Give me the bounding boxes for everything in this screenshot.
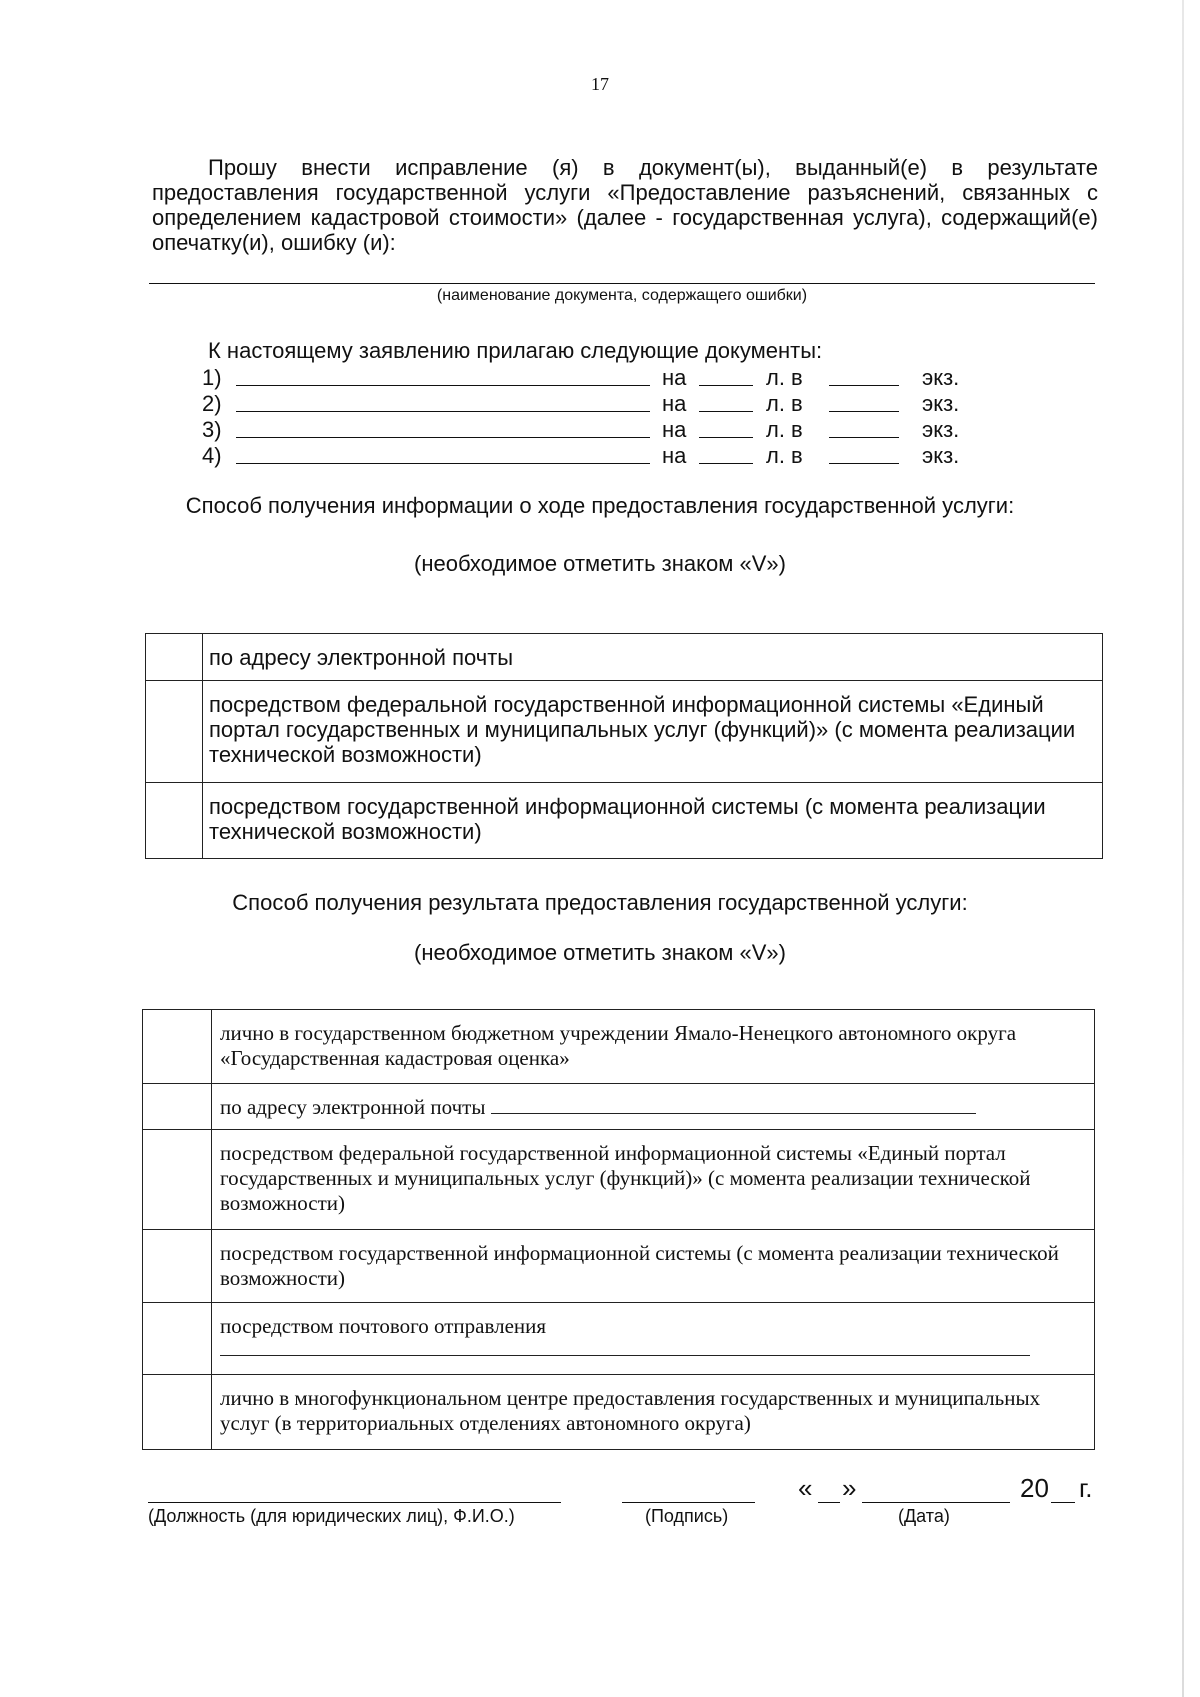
result-option-row bbox=[143, 1010, 1095, 1084]
date-day-blank[interactable] bbox=[818, 1502, 840, 1503]
request-paragraph bbox=[152, 155, 1098, 255]
attachment-ekz-label: экз. bbox=[922, 365, 960, 390]
result-option-checkbox[interactable] bbox=[143, 1375, 212, 1450]
attachment-na-label: на bbox=[662, 443, 687, 468]
date-year-suffix: г. bbox=[1079, 1473, 1093, 1503]
attachment-row bbox=[202, 391, 962, 417]
result-option-label: лично в государственном бюджетном учреждении Ямало-Ненецкого автономного округа «Государственная кадастровая оценка» bbox=[212, 1010, 1095, 1084]
info-method-table bbox=[145, 633, 1103, 859]
result-option-row bbox=[143, 1084, 1095, 1130]
attachment-pages-blank[interactable] bbox=[699, 365, 753, 386]
attachment-copies-blank[interactable] bbox=[829, 391, 899, 412]
attachment-lv-label: л. в bbox=[766, 417, 803, 442]
attachment-ekz-label: экз. bbox=[922, 417, 960, 442]
attachment-name-blank[interactable] bbox=[236, 443, 650, 464]
attachment-row bbox=[202, 443, 962, 469]
attachment-number: 1) bbox=[202, 365, 222, 390]
info-option-row bbox=[146, 681, 1103, 783]
result-method-table bbox=[142, 1009, 1095, 1450]
attachment-lv-label: л. в bbox=[766, 443, 803, 468]
info-option-label: по адресу электронной почты bbox=[203, 634, 1103, 681]
result-option-label: по адресу электронной почты bbox=[220, 1095, 486, 1119]
result-option-label: посредством государственной информационной системы (с момента реализации технической возможности) bbox=[212, 1230, 1095, 1303]
result-option-checkbox[interactable] bbox=[143, 1230, 212, 1303]
attachment-number: 4) bbox=[202, 443, 222, 468]
attachment-name-blank[interactable] bbox=[236, 417, 650, 438]
info-option-label: посредством федеральной государственной информационной системы «Единый портал государственных и муниципальных услуг (функций)» (с момента реализации технической возможности) bbox=[203, 681, 1103, 783]
date-quote-open: « bbox=[798, 1473, 813, 1503]
result-option-row bbox=[143, 1375, 1095, 1450]
info-method-heading: Способ получения информации о ходе предоставления государственной услуги: bbox=[185, 493, 1015, 518]
postal-address-blank[interactable] bbox=[220, 1339, 1030, 1356]
info-method-note: (необходимое отметить знаком «V») bbox=[414, 551, 786, 576]
result-option-label: посредством федеральной государственной информационной системы «Единый портал государственных и муниципальных услуг (функций)» (с момента реализации технической возможности) bbox=[212, 1130, 1095, 1230]
attachment-lv-label: л. в bbox=[766, 365, 803, 390]
attachment-copies-blank[interactable] bbox=[829, 443, 899, 464]
info-option-label: посредством государственной информационной системы (с момента реализации технической возможности) bbox=[203, 783, 1103, 859]
date-caption: (Дата) bbox=[898, 1506, 950, 1526]
date-quote-close: » bbox=[842, 1473, 857, 1503]
attachment-name-blank[interactable] bbox=[236, 365, 650, 386]
attachment-row bbox=[202, 365, 962, 391]
attachments-list bbox=[202, 365, 962, 469]
position-name-blank[interactable] bbox=[148, 1502, 561, 1503]
result-option-checkbox[interactable] bbox=[143, 1303, 212, 1375]
result-option-checkbox[interactable] bbox=[143, 1130, 212, 1230]
result-method-note: (необходимое отметить знаком «V») bbox=[414, 940, 786, 965]
signature-caption: (Подпись) bbox=[645, 1506, 729, 1526]
info-option-checkbox[interactable] bbox=[146, 681, 203, 783]
attachment-pages-blank[interactable] bbox=[699, 443, 753, 464]
attachments-heading: К настоящему заявлению прилагаю следующие документы: bbox=[208, 338, 823, 363]
attachment-pages-blank[interactable] bbox=[699, 391, 753, 412]
attachment-name-blank[interactable] bbox=[236, 391, 650, 412]
result-method-heading: Способ получения результата предоставления государственной услуги: bbox=[232, 890, 968, 915]
position-name-caption: (Должность (для юридических лиц), Ф.И.О.) bbox=[148, 1506, 515, 1526]
attachment-number: 3) bbox=[202, 417, 222, 442]
result-option-checkbox[interactable] bbox=[143, 1010, 212, 1084]
attachment-row bbox=[202, 417, 962, 443]
page-number: 17 bbox=[591, 74, 609, 94]
info-option-checkbox[interactable] bbox=[146, 634, 203, 681]
scan-edge-line bbox=[1182, 0, 1184, 1697]
result-option-label: лично в многофункциональном центре предоставления государственных и муниципальных услуг (в территориальных отделениях автономного округа) bbox=[212, 1375, 1095, 1450]
email-address-blank[interactable] bbox=[491, 1095, 976, 1114]
attachment-na-label: на bbox=[662, 417, 687, 442]
date-year-prefix: 20 bbox=[1020, 1473, 1049, 1503]
attachment-copies-blank[interactable] bbox=[829, 365, 899, 386]
attachment-lv-label: л. в bbox=[766, 391, 803, 416]
attachment-ekz-label: экз. bbox=[922, 391, 960, 416]
attachment-na-label: на bbox=[662, 391, 687, 416]
result-option-row bbox=[143, 1303, 1095, 1375]
result-option-label: посредством почтового отправления bbox=[220, 1314, 547, 1338]
result-option-row bbox=[143, 1230, 1095, 1303]
date-month-blank[interactable] bbox=[862, 1502, 1010, 1503]
info-option-row bbox=[146, 634, 1103, 681]
request-text: Прошу внести исправление (я) в документ(ы), выданный(е) в результате предоставления государственной услуги «Предоставление разъяснений, связанных с определением кадастровой стоимости» (далее - государственная услуга), содержащий(е) опечатку(и), ошибку (и): bbox=[152, 155, 1098, 255]
signature-blank[interactable] bbox=[622, 1502, 755, 1503]
result-option-cell bbox=[212, 1084, 1095, 1130]
attachment-copies-blank[interactable] bbox=[829, 417, 899, 438]
attachment-na-label: на bbox=[662, 365, 687, 390]
attachment-number: 2) bbox=[202, 391, 222, 416]
attachment-ekz-label: экз. bbox=[922, 443, 960, 468]
result-option-row bbox=[143, 1130, 1095, 1230]
date-year-blank[interactable] bbox=[1051, 1502, 1075, 1503]
attachment-pages-blank[interactable] bbox=[699, 417, 753, 438]
result-option-checkbox[interactable] bbox=[143, 1084, 212, 1130]
document-name-blank[interactable] bbox=[149, 283, 1095, 284]
info-option-checkbox[interactable] bbox=[146, 783, 203, 859]
result-option-cell bbox=[212, 1303, 1095, 1375]
info-option-row bbox=[146, 783, 1103, 859]
document-name-caption: (наименование документа, содержащего ошибки) bbox=[436, 287, 808, 304]
